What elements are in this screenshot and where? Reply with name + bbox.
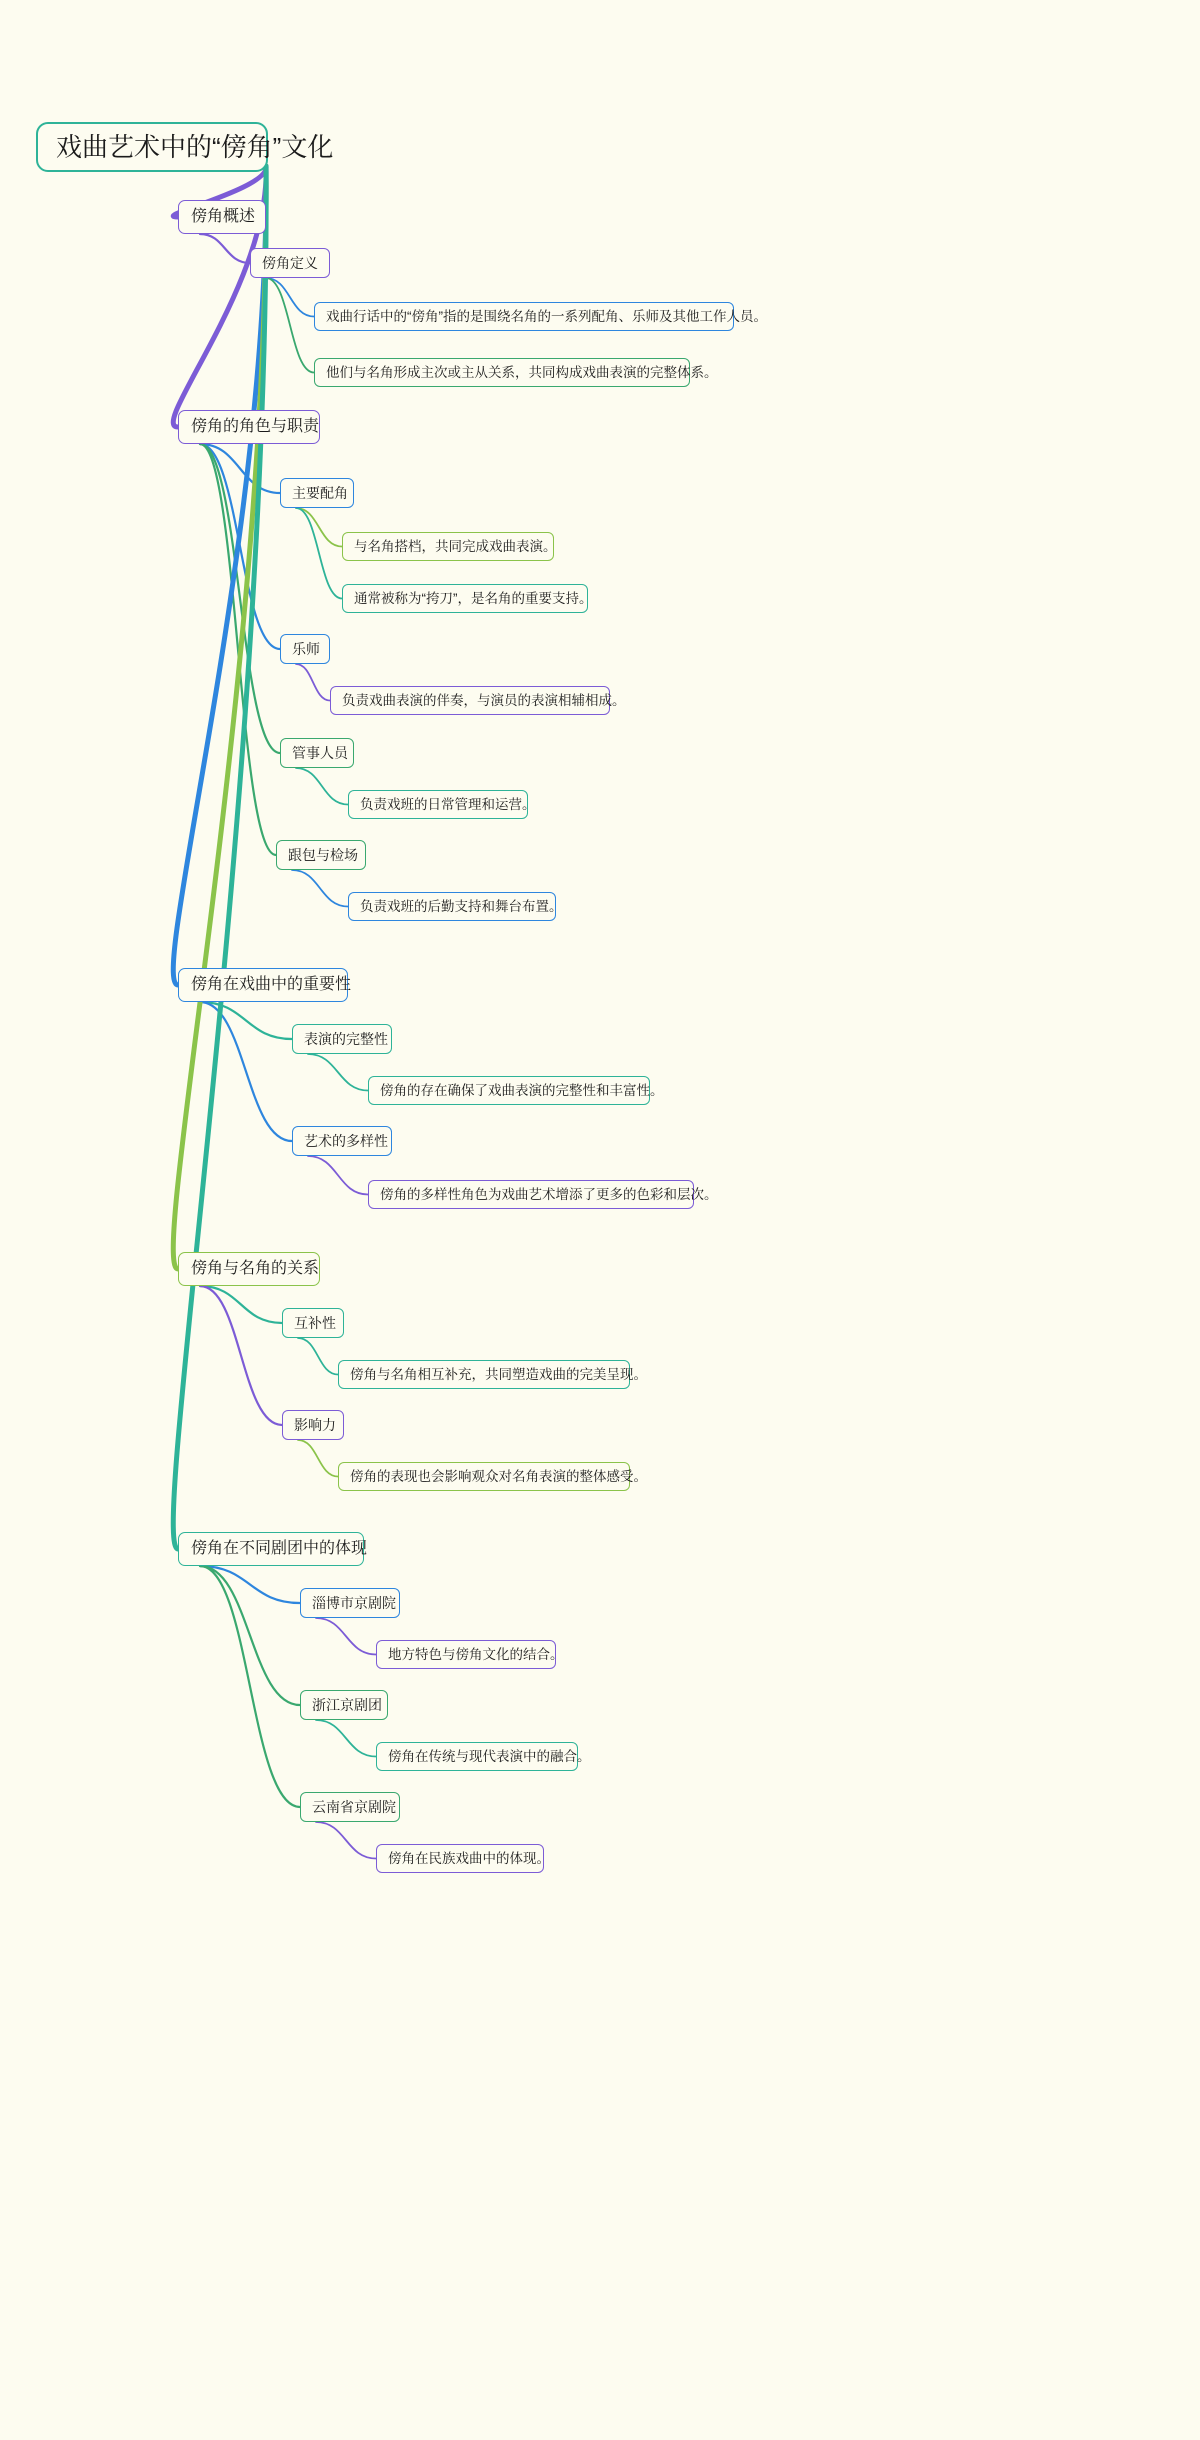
detail-label: 通常被称为“挎刀”，是名角的重要支持。 [354,590,593,606]
detail-node[interactable] [368,1076,664,1105]
detail-node[interactable] [348,892,563,921]
detail-node[interactable] [342,584,593,613]
detail-label: 戏曲行话中的“傍角”指的是围绕名角的一系列配角、乐师及其他工作人员。 [326,308,767,324]
branch-label: 傍角的角色与职责 [191,418,320,435]
detail-node[interactable] [376,1640,564,1669]
detail-label: 傍角的表现也会影响观众对名角表演的整体感受。 [350,1468,647,1484]
detail-node[interactable] [348,790,536,819]
subtopic-label: 乐师 [292,641,320,657]
detail-node[interactable] [330,686,626,715]
subtopic-node-diversity[interactable] [292,1126,392,1156]
branch-node-relationship[interactable] [178,1252,320,1286]
subtopic-node-backstage[interactable] [276,840,366,870]
subtopic-node-management[interactable] [280,738,354,768]
subtopic-label: 影响力 [294,1417,336,1433]
detail-label: 地方特色与傍角文化的结合。 [388,1646,564,1662]
branch-node-roles[interactable] [178,410,320,444]
detail-node[interactable] [342,532,557,561]
mindmap-root-node[interactable] [36,122,334,172]
subtopic-node-complementarity[interactable] [282,1308,344,1338]
detail-label: 傍角的存在确保了戏曲表演的完整性和丰富性。 [380,1082,664,1098]
subtopic-node-definition[interactable] [250,248,330,278]
subtopic-label: 淄博市京剧院 [312,1595,396,1611]
branch-node-overview[interactable] [178,200,266,234]
detail-label: 负责戏班的日常管理和运营。 [360,796,536,812]
subtopic-node-zibo[interactable] [300,1588,400,1618]
branch-node-importance[interactable] [178,968,352,1002]
subtopic-node-completeness[interactable] [292,1024,392,1054]
detail-label: 负责戏曲表演的伴奏，与演员的表演相辅相成。 [342,692,626,708]
subtopic-label: 浙江京剧团 [312,1697,382,1713]
subtopic-label: 云南省京剧院 [312,1799,396,1815]
branch-label: 傍角与名角的关系 [191,1260,320,1277]
detail-node[interactable] [338,1360,647,1389]
root-label: 戏曲艺术中的“傍角”文化 [56,132,334,162]
branch-label: 傍角概述 [191,208,256,225]
detail-label: 傍角与名角相互补充，共同塑造戏曲的完美呈现。 [350,1366,647,1382]
subtopic-node-influence[interactable] [282,1410,344,1440]
subtopic-label: 管事人员 [292,745,348,761]
detail-label: 与名角搭档，共同完成戏曲表演。 [354,538,557,554]
subtopic-label: 主要配角 [292,485,348,501]
subtopic-node-zhejiang[interactable] [300,1690,388,1720]
detail-label: 傍角在民族戏曲中的体现。 [388,1850,550,1866]
branch-label: 傍角在不同剧团中的体现 [191,1540,368,1557]
detail-node[interactable] [314,302,767,331]
subtopic-label: 艺术的多样性 [304,1133,388,1149]
subtopic-node-main-supporting[interactable] [280,478,354,508]
detail-node[interactable] [376,1844,550,1873]
subtopic-label: 互补性 [294,1315,336,1331]
detail-node[interactable] [376,1742,591,1771]
branch-node-troupes[interactable] [178,1532,368,1566]
detail-label: 傍角在传统与现代表演中的融合。 [388,1748,591,1764]
detail-label: 傍角的多样性角色为戏曲艺术增添了更多的色彩和层次。 [380,1186,718,1202]
subtopic-label: 跟包与检场 [288,847,358,863]
detail-label: 负责戏班的后勤支持和舞台布置。 [360,898,563,914]
detail-node[interactable] [338,1462,647,1491]
subtopic-node-musicians[interactable] [280,634,330,664]
detail-node[interactable] [368,1180,718,1209]
detail-label: 他们与名角形成主次或主从关系，共同构成戏曲表演的完整体系。 [326,364,718,380]
branch-label: 傍角在戏曲中的重要性 [191,976,352,993]
detail-node[interactable] [314,358,718,387]
subtopic-node-yunnan[interactable] [300,1792,400,1822]
subtopic-label: 傍角定义 [262,255,318,271]
subtopic-label: 表演的完整性 [304,1031,388,1047]
